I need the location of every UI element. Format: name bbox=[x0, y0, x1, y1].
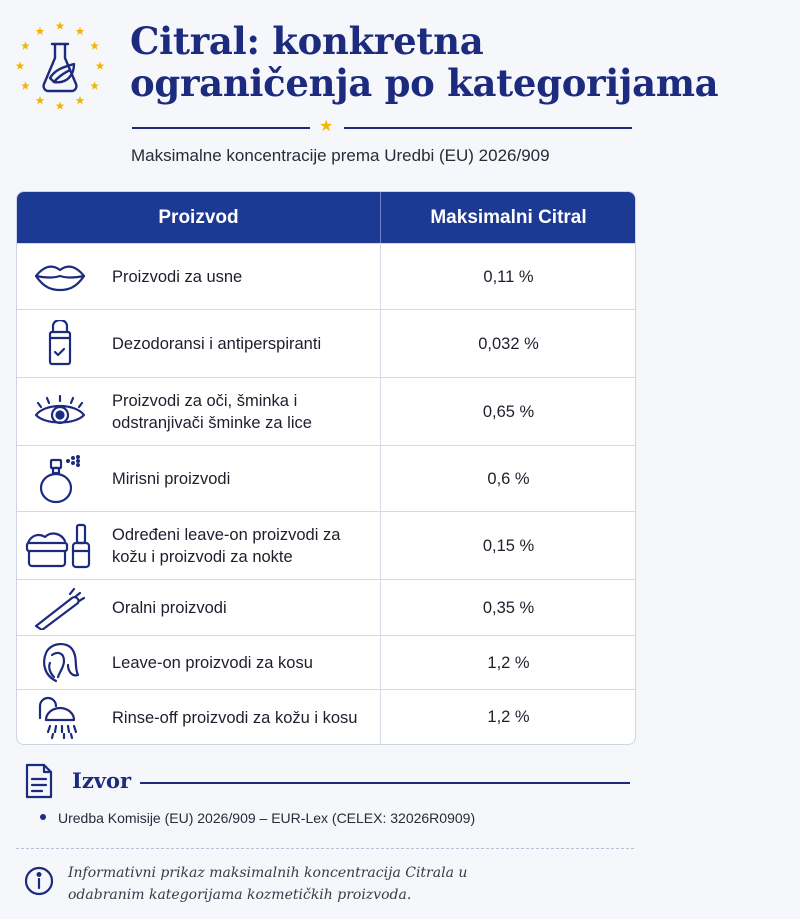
column-header-max: Maksimalni Citral bbox=[380, 192, 636, 243]
table-row bbox=[17, 309, 635, 378]
star-icon: ★ bbox=[319, 118, 334, 135]
subtitle: Maksimalne koncentracije prema Uredbi (EU) 2026/909 bbox=[131, 146, 550, 165]
eu-star-icon bbox=[36, 96, 45, 104]
hair-icon bbox=[38, 641, 82, 685]
row-value: 0,11 % bbox=[380, 244, 636, 310]
eu-star-icon bbox=[21, 41, 30, 49]
row-value: 0,65 % bbox=[380, 378, 636, 446]
eu-star-icon bbox=[76, 96, 85, 104]
row-name: Rinse-off proizvodi za kožu i kosu bbox=[112, 708, 358, 727]
eu-star-icon bbox=[56, 101, 65, 109]
eu-star-icon bbox=[16, 61, 25, 69]
cream-jar-nail-polish-icon bbox=[25, 521, 95, 571]
row-value: 1,2 % bbox=[380, 636, 636, 690]
eu-stars-flask-leaf-icon bbox=[12, 18, 108, 114]
row-name: Oralni proizvodi bbox=[112, 599, 227, 617]
table-row bbox=[17, 243, 635, 310]
table-row bbox=[17, 579, 635, 636]
lips-icon bbox=[34, 262, 86, 292]
toothbrush-icon bbox=[32, 586, 88, 630]
dashed-divider bbox=[16, 848, 634, 849]
title-divider bbox=[132, 120, 632, 134]
info-icon bbox=[24, 866, 54, 896]
info-note: Informativni prikaz maksimalnih koncentracija Citrala u odabranim kategorijama kozmetičkih proizvoda. bbox=[68, 865, 468, 903]
shower-icon bbox=[36, 696, 84, 740]
table-row bbox=[17, 689, 635, 745]
source-title: Izvor bbox=[72, 768, 132, 793]
eu-star-icon bbox=[56, 21, 65, 29]
row-value: 1,2 % bbox=[380, 690, 636, 745]
row-name: Proizvodi za usne bbox=[112, 268, 243, 286]
row-name: Dezodoransi i antiperspiranti bbox=[112, 335, 322, 353]
source-item-text: Uredba Komisije (EU) 2026/909 – EUR-Lex (CELEX: 32026R0909) bbox=[58, 810, 476, 826]
header bbox=[0, 0, 800, 180]
title-line-2: ograničenja po kategorijama bbox=[130, 61, 719, 105]
title-line-1: Citral: konkretna bbox=[130, 19, 484, 63]
source-item bbox=[40, 810, 475, 826]
row-name: Proizvodi za oči, šminka i odstranjivači šminke za lice bbox=[112, 392, 312, 432]
eye-icon bbox=[33, 395, 87, 429]
row-name: Leave-on proizvodi za kosu bbox=[112, 654, 313, 672]
row-value: 0,6 % bbox=[380, 446, 636, 512]
table-row bbox=[17, 377, 635, 446]
document-icon bbox=[24, 762, 54, 800]
eu-star-icon bbox=[96, 61, 105, 69]
row-name: Mirisni proizvodi bbox=[112, 470, 231, 488]
limits-table bbox=[16, 191, 636, 745]
column-header-product: Proizvod bbox=[158, 207, 239, 228]
table-header bbox=[17, 192, 635, 243]
row-value: 0,032 % bbox=[380, 310, 636, 378]
eu-star-icon bbox=[21, 81, 30, 89]
source-divider bbox=[140, 782, 630, 784]
row-name: Određeni leave-on proizvodi za kožu i proizvodi za nokte bbox=[112, 526, 341, 566]
eu-star-icon bbox=[90, 41, 99, 49]
eu-star-icon bbox=[76, 27, 85, 35]
row-value: 0,15 % bbox=[380, 512, 636, 580]
table-row bbox=[17, 445, 635, 512]
table-row bbox=[17, 635, 635, 690]
deodorant-icon bbox=[45, 320, 75, 368]
page-title bbox=[130, 20, 718, 104]
perfume-bottle-icon bbox=[35, 454, 85, 504]
row-value: 0,35 % bbox=[380, 580, 636, 636]
eu-star-icon bbox=[90, 81, 99, 89]
bullet-icon bbox=[40, 814, 46, 820]
table-row bbox=[17, 511, 635, 580]
eu-star-icon bbox=[36, 27, 45, 35]
